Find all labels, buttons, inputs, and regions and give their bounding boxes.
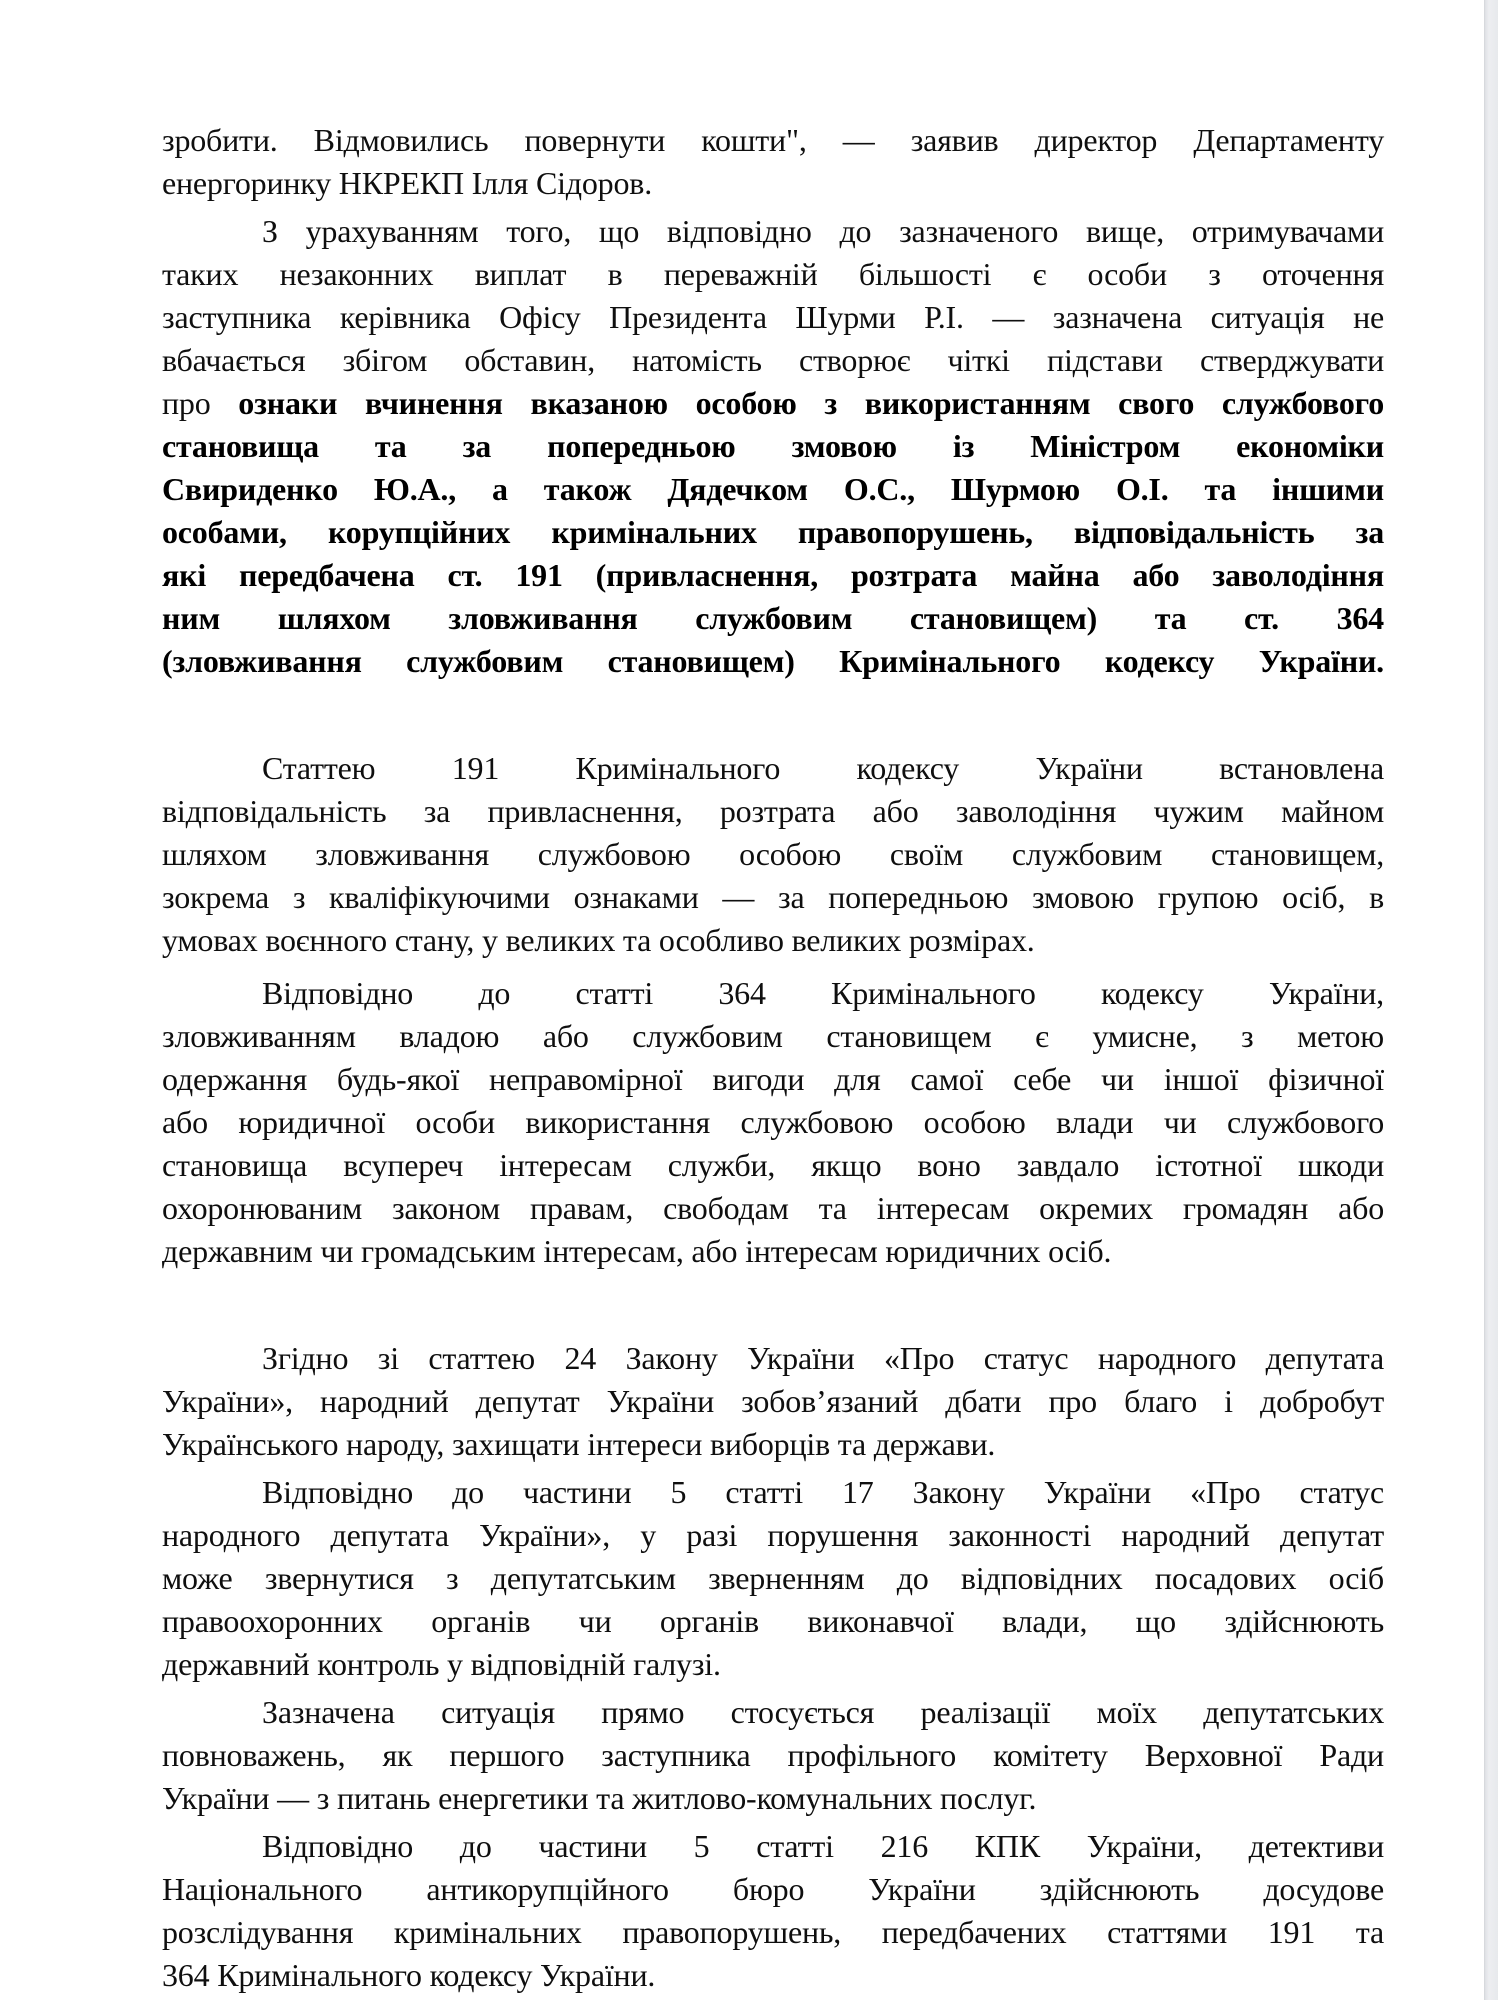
text-segment: державним чи громадським інтересам, або інтересам юридичних осіб. [162, 1233, 1112, 1269]
text-segment: зробити. Відмовились повернути кошти", — заявив директор Департаменту [162, 122, 1384, 158]
text-line [162, 1691, 1384, 1734]
paragraph [162, 1691, 1384, 1820]
text-segment: України», народний депутат України зобов’язаний дбати про благо і добробут [162, 1383, 1384, 1419]
text-segment: розслідування кримінальних правопорушень, передбачених статтями 191 та [162, 1914, 1384, 1950]
text-line [162, 253, 1384, 296]
text-line [162, 1868, 1384, 1911]
bold-text-segment: ним шляхом зловживання службовим становищем) та ст. 364 [162, 600, 1384, 636]
text-segment: Відповідно до статті 364 Кримінального кодексу України, [262, 975, 1384, 1011]
text-segment: України — з питань енергетики та житлово-комунальних послуг. [162, 1780, 1037, 1816]
text-line [162, 1423, 1384, 1466]
text-segment: про [162, 385, 239, 421]
text-segment: Українського народу, захищати інтереси виборців та держави. [162, 1426, 996, 1462]
text-line [162, 747, 1384, 790]
paragraph [162, 972, 1384, 1273]
text-line [162, 972, 1384, 1015]
text-line [162, 1101, 1384, 1144]
text-line [162, 1058, 1384, 1101]
document-body [162, 119, 1384, 1997]
text-line [162, 1144, 1384, 1187]
text-segment: Згідно зі статтею 24 Закону України «Про статус народного депутата [262, 1340, 1384, 1376]
text-segment: охоронюваним законом правам, свободам та інтересам окремих громадян або [162, 1190, 1384, 1226]
text-segment: шляхом зловживання службовою особою своїм службовим становищем, [162, 836, 1384, 872]
text-line [162, 1954, 1384, 1997]
text-line [162, 119, 1384, 162]
bold-text-segment: Свириденко Ю.А., а також Дядечком О.С., Шурмою О.І. та іншими [162, 471, 1384, 507]
text-line [162, 597, 1384, 640]
text-segment: Статтею 191 Кримінального кодексу України встановлена [262, 750, 1384, 786]
text-line [162, 1514, 1384, 1557]
text-segment: зокрема з кваліфікуючими ознаками — за попередньою змовою групою осіб, в [162, 879, 1384, 915]
text-segment: Відповідно до частини 5 статті 17 Закону України «Про статус [262, 1474, 1384, 1510]
paragraph [162, 747, 1384, 962]
text-line [162, 1015, 1384, 1058]
bold-text-segment: особами, корупційних кримінальних правопорушень, відповідальність за [162, 514, 1384, 550]
text-line [162, 339, 1384, 382]
paragraph [162, 1337, 1384, 1466]
text-segment: З урахуванням того, що відповідно до зазначеного вище, отримувачами [262, 213, 1384, 249]
text-line [162, 1911, 1384, 1954]
text-segment: народного депутата України», у разі порушення законності народний депутат [162, 1517, 1384, 1553]
scrollbar[interactable] [1484, 0, 1498, 2000]
text-segment: Відповідно до частини 5 статті 216 КПК України, детективи [262, 1828, 1384, 1864]
paragraph [162, 1471, 1384, 1686]
text-segment: одержання будь-якої неправомірної вигоди для самої себе чи іншої фізичної [162, 1061, 1384, 1097]
text-line [162, 511, 1384, 554]
text-line [162, 382, 1384, 425]
text-segment: вбачається збігом обставин, натомість створює чіткі підстави стверджувати [162, 342, 1384, 378]
text-line [162, 833, 1384, 876]
text-segment: Зазначена ситуація прямо стосується реалізації моїх депутатських [262, 1694, 1384, 1730]
text-segment: 364 Кримінального кодексу України. [162, 1957, 656, 1993]
text-line [162, 1643, 1384, 1686]
text-line [162, 162, 1384, 205]
bold-text-segment: (зловживання службовим становищем) Кримінального кодексу України. [162, 643, 1384, 679]
text-segment: може звернутися з депутатським зверненням до відповідних посадових осіб [162, 1560, 1384, 1596]
paragraph [162, 119, 1384, 205]
text-line [162, 554, 1384, 597]
text-segment: заступника керівника Офісу Президента Шурми Р.І. — зазначена ситуація не [162, 299, 1384, 335]
text-line [162, 468, 1384, 511]
text-line [162, 790, 1384, 833]
text-segment: правоохоронних органів чи органів виконавчої влади, що здійснюють [162, 1603, 1384, 1639]
text-line [162, 919, 1384, 962]
text-line [162, 1187, 1384, 1230]
text-segment: Національного антикорупційного бюро України здійснюють досудове [162, 1871, 1384, 1907]
paragraph [162, 1825, 1384, 1997]
text-segment: або юридичної особи використання службовою особою влади чи службового [162, 1104, 1384, 1140]
text-segment: повноважень, як першого заступника профільного комітету Верховної Ради [162, 1737, 1384, 1773]
text-segment: енергоринку НКРЕКП Ілля Сідоров. [162, 165, 652, 201]
bold-text-segment: які передбачена ст. 191 (привласнення, розтрата майна або заволодіння [162, 557, 1384, 593]
text-line [162, 1471, 1384, 1514]
text-segment: державний контроль у відповідній галузі. [162, 1646, 721, 1682]
text-line [162, 876, 1384, 919]
text-segment: становища всупереч інтересам служби, якщо воно завдало істотної шкоди [162, 1147, 1384, 1183]
text-segment: умовах воєнного стану, у великих та особливо великих розмірах. [162, 922, 1035, 958]
text-line [162, 1734, 1384, 1777]
text-line [162, 1825, 1384, 1868]
paragraph [162, 210, 1384, 683]
text-line [162, 210, 1384, 253]
text-line [162, 1557, 1384, 1600]
bold-text-segment: становища та за попередньою змовою із Міністром економіки [162, 428, 1384, 464]
text-segment: таких незаконних виплат в переважній більшості є особи з оточення [162, 256, 1384, 292]
text-line [162, 1337, 1384, 1380]
bold-text-segment: ознаки вчинення вказаною особою з використанням свого службового [238, 385, 1384, 421]
text-line [162, 425, 1384, 468]
text-line [162, 1600, 1384, 1643]
text-line [162, 1777, 1384, 1820]
text-line [162, 1380, 1384, 1423]
text-line [162, 640, 1384, 683]
text-segment: зловживанням владою або службовим становищем є умисне, з метою [162, 1018, 1384, 1054]
text-line [162, 296, 1384, 339]
text-segment: відповідальність за привласнення, розтрата або заволодіння чужим майном [162, 793, 1384, 829]
text-line [162, 1230, 1384, 1273]
